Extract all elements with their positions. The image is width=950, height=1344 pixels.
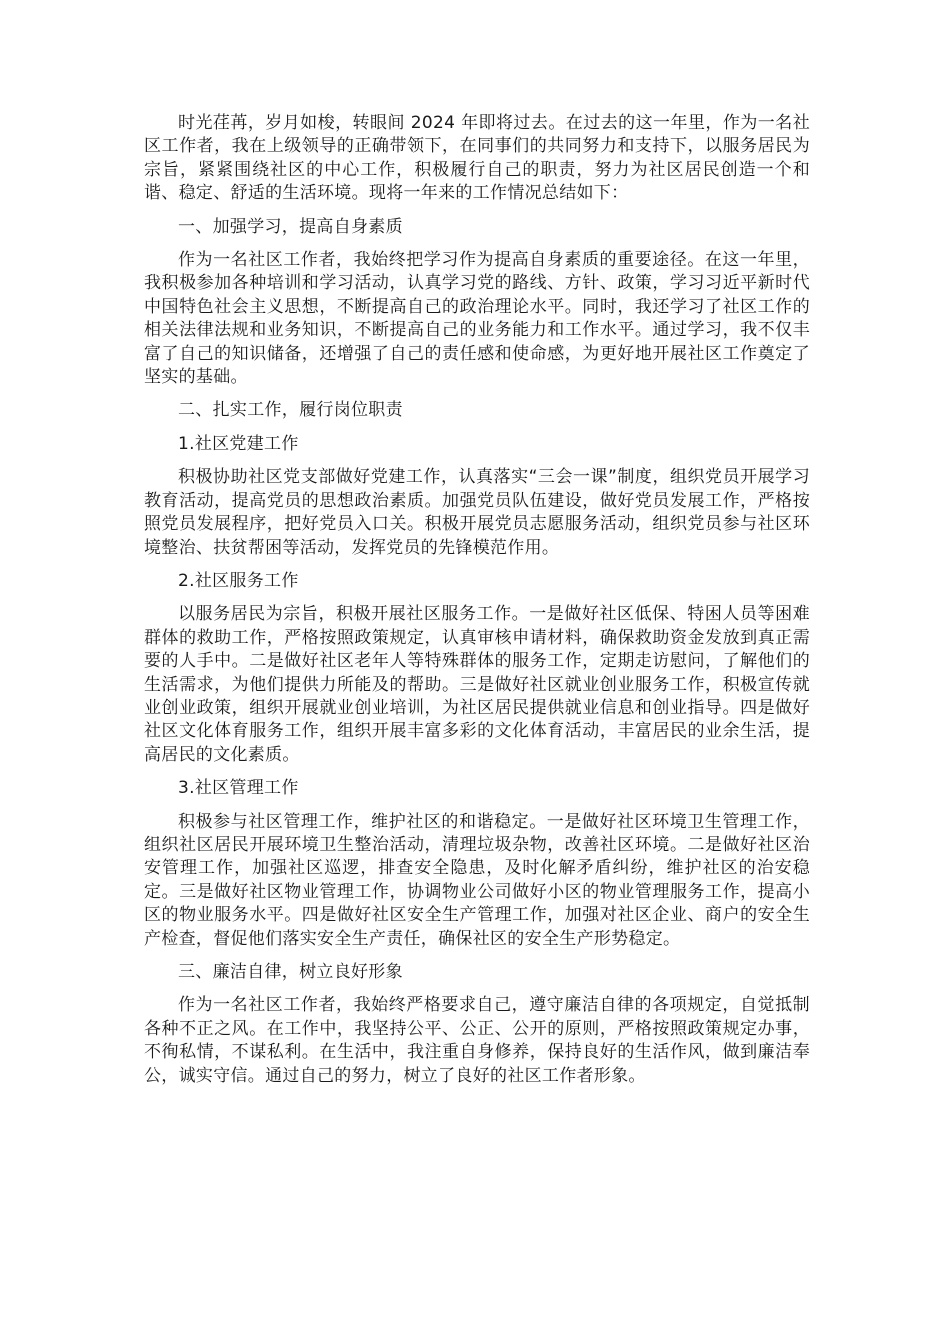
section-1-body: 作为一名社区工作者，我始终把学习作为提高自身素质的重要途径。在这一年里，我积极参加各种培训和学习活动，认真学习党的路线、方针、政策，学习习近平新时代中国特色社会主义思想，不断提高自己的政治理论水平。同时，我还学习了社区工作的相关法律法规和业务知识，不断提高自己的业务能力和工作水平。通过学习，我不仅丰富了自己的知识储备，还增强了自己的责任感和使命感，为更好地开展社区工作奠定了坚实的基础。 xyxy=(144,250,810,388)
section-2-heading: 二、扎实工作，履行岗位职责 xyxy=(178,400,403,421)
subsection-party-building-body: 积极协助社区党支部做好党建工作，认真落实“三会一课”制度，组织党员开展学习教育活动，提高党员的思想政治素质。加强党员队伍建设，做好党员发展工作，严格按照党员发展程序，把好党员入口关。积极开展党员志愿服务活动，组织党员参与社区环境整治、扶贫帮困等活动，发挥党员的先锋模范作用。 xyxy=(144,467,810,558)
subsection-community-management-body: 积极参与社区管理工作，维护社区的和谐稳定。一是做好社区环境卫生管理工作，组织社区居民开展环境卫生整治活动，清理垃圾杂物，改善社区环境。二是做好社区治安管理工作，加强社区巡逻，排查安全隐患，及时化解矛盾纠纷，维护社区的治安稳定。三是做好社区物业管理工作，协调物业公司做好小区的物业管理服务工作，提高小区的物业服务水平。四是做好社区安全生产管理工作，加强对社区企业、商户的安全生产检查，督促他们落实安全生产责任，确保社区的安全生产形势稳定。 xyxy=(144,811,810,949)
document-page xyxy=(144,112,810,1098)
section-1-heading: 一、加强学习，提高自身素质 xyxy=(178,216,403,237)
section-3-heading: 三、廉洁自律，树立良好形象 xyxy=(178,962,403,982)
subsection-community-service-body: 以服务居民为宗旨，积极开展社区服务工作。一是做好社区低保、特困人员等困难群体的救助工作，严格按照政策规定，认真审核申请材料，确保救助资金发放到真正需要的人手中。二是做好社区老年人等特殊群体的服务工作，定期走访慰问，了解他们的生活需求，为他们提供力所能及的帮助。三是做好社区就业创业服务工作，积极宣传就业创业政策，组织开展就业创业培训，为社区居民提供就业信息和创业指导。四是做好社区文化体育服务工作，组织开展丰富多彩的文化体育活动，丰富居民的业余生活，提高居民的文化素质。 xyxy=(144,604,810,765)
subsection-community-management-heading: 3.社区管理工作 xyxy=(178,778,299,799)
section-3-body: 作为一名社区工作者，我始终严格要求自己，遵守廉洁自律的各项规定，自觉抵制各种不正之风。在工作中，我坚持公平、公正、公开的原则，严格按照政策规定办事，不徇私情，不谋私利。在生活中，我注重自身修养，保持良好的生活作风，做到廉洁奉公，诚实守信。通过自己的努力，树立了良好的社区工作者形象。 xyxy=(144,995,810,1086)
intro-paragraph: 时光荏苒，岁月如梭，转眼间 2024 年即将过去。在过去的这一年里，作为一名社区工作者，我在上级领导的正确带领下，在同事们的共同努力和支持下，以服务居民为宗旨，紧紧围绕社区的中心工作，积极履行自己的职责，努力为社区居民创造一个和谐、稳定、舒适的生活环境。现将一年来的工作情况总结如下： xyxy=(144,113,810,204)
subsection-party-building-heading: 1.社区党建工作 xyxy=(178,433,299,454)
subsection-community-service-heading: 2.社区服务工作 xyxy=(178,570,299,591)
